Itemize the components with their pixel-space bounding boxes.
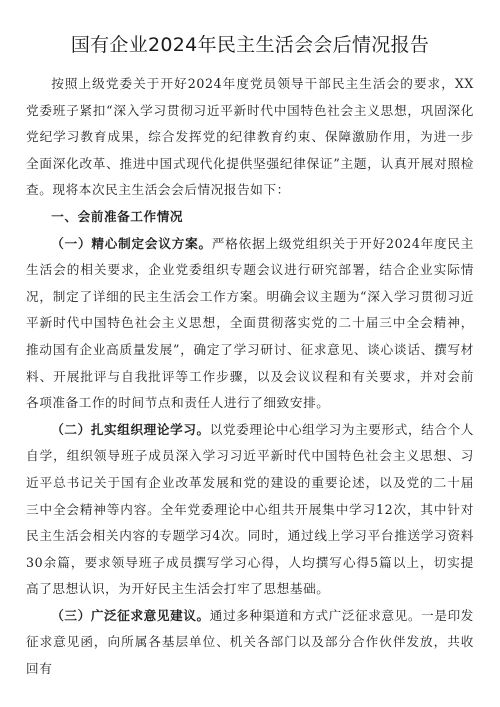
subsection-paragraph-1 xyxy=(26,231,474,417)
subsection-heading-1: （一）精心制定会议方案。 xyxy=(51,235,212,251)
subsection-body-2: 以党委理论中心组学习为主要形式，结合个人自学，组织领导班子成员深入学习习近平新时代中国特色社会主义思想、习近平总书记关于国有企业改革发展和党的建设的重要论述，以及党的二十届三中全会精神等内容。全年党委理论中心组共开展集中学习12次，其中针对民主生活会相关内容的专题学习4次。同时，通过线上学习平台推送学习资料30余篇，要求领导班子成员撰写学习心得，人均撰写心得5篇以上，切实提高了思想认识，为开好民主生活会打牢了思想基础。 xyxy=(26,421,474,597)
subsection-paragraph-2 xyxy=(26,417,474,603)
subsection-paragraph-3 xyxy=(26,603,474,683)
subsection-heading-2: （二）扎实组织理论学习。 xyxy=(51,421,210,437)
document-title: 国有企业2024年民主生活会会后情况报告 xyxy=(70,34,430,56)
subsection-body-3: 通过多种渠道和方式广泛征求意见。一是印发征求意见函，向所属各基层单位、机关各部门以及部分合作伙伴发放，共收回有 xyxy=(26,607,474,677)
subsection-body-1: 严格依据上级党组织关于开好2024年度民主生活会的相关要求，企业党委组织专题会议进行研究部署，结合企业实际情况，制定了详细的民主生活会工作方案。明确会议主题为“深入学习贯彻习近平新时代中国特色社会主义思想，全面贯彻落实党的二十届三中全会精神，推动国有企业高质量发展”，确定了学习研讨、征求意见、谈心谈话、撰写材料、开展批评与自我批评等工作步骤，以及会议议程和有关要求，并对会前各项准备工作的时间节点和责任人进行了细致安排。 xyxy=(26,235,474,411)
subsection-heading-3: （三）广泛征求意见建议。 xyxy=(51,607,210,623)
section-heading: 一、会前准备工作情况 xyxy=(51,208,184,224)
intro-paragraph: 按照上级党委关于开好2024年度党员领导干部民主生活会的要求，XX党委班子紧扣“深入学习贯彻习近平新时代中国特色社会主义思想，巩固深化党纪学习教育成果，综合发挥党的纪律教育约束、保障激励作用，为进一步全面深化改革、推进中国式现代化提供坚强纪律保证”主题，认真开展对照检查。现将本次民主生活会会后情况报告如下： xyxy=(26,76,474,198)
